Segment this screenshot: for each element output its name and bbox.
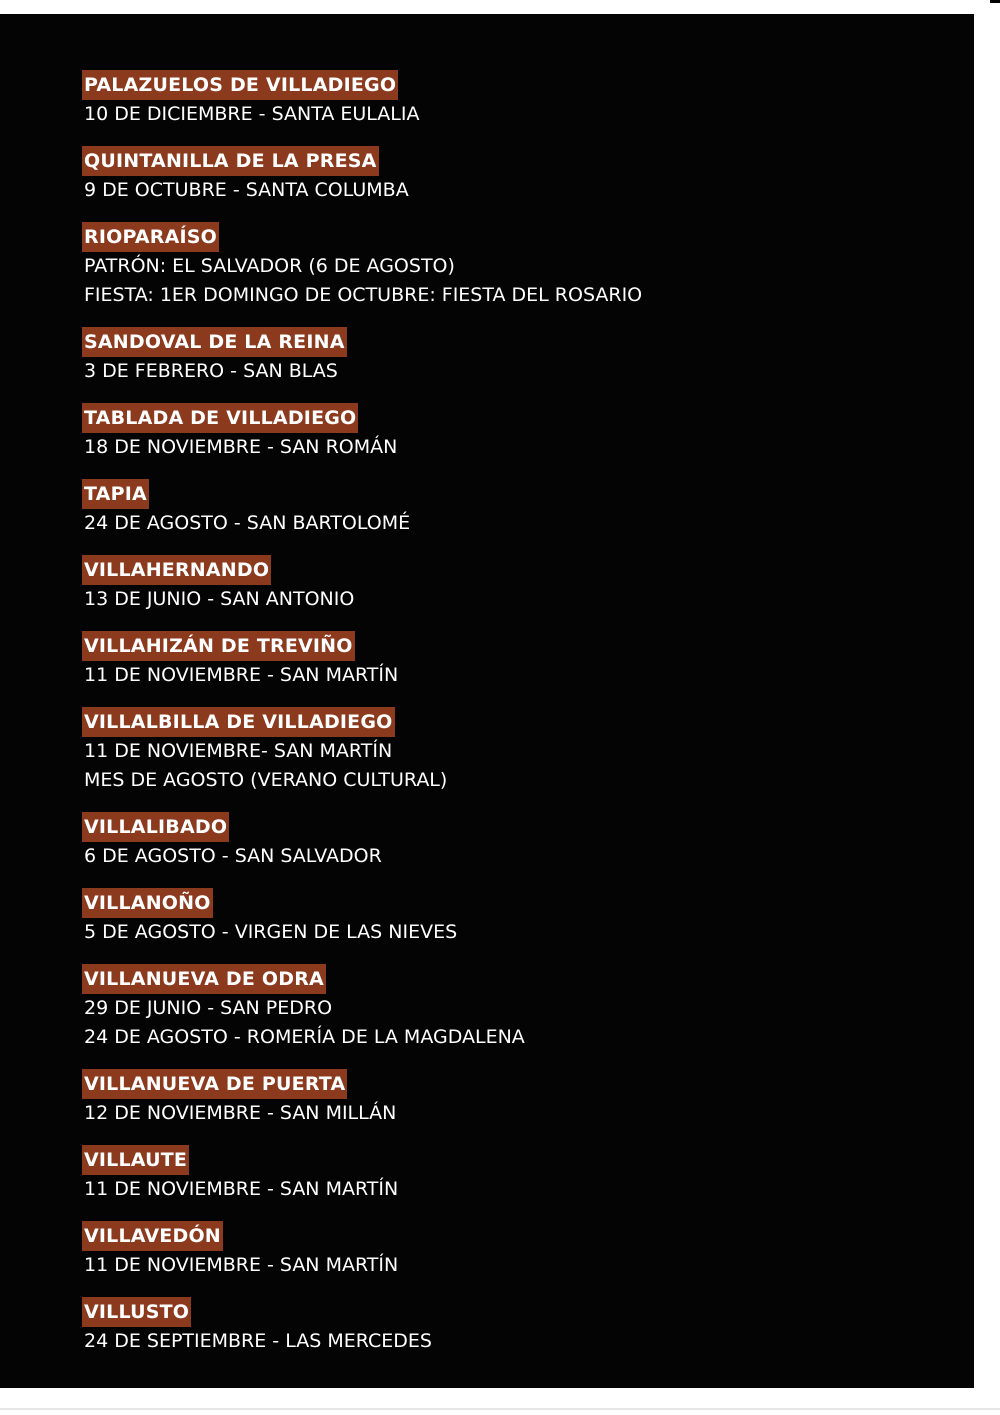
list-item <box>82 327 942 386</box>
festivity-line: FIESTA: 1ER DOMINGO DE OCTUBRE: FIESTA DEL ROSARIO <box>84 284 643 306</box>
list-item <box>82 1145 942 1204</box>
list-item <box>82 1297 942 1356</box>
scan-bottom-edge <box>0 1408 1000 1410</box>
document-page <box>0 14 974 1388</box>
village-name: VILLALBILLA DE VILLADIEGO <box>82 707 395 737</box>
festivity-line: 11 DE NOVIEMBRE - SAN MARTÍN <box>84 664 399 686</box>
list-item <box>82 70 942 129</box>
festivity-line: 11 DE NOVIEMBRE - SAN MARTÍN <box>84 1178 399 1200</box>
festivity-line: 6 DE AGOSTO - SAN SALVADOR <box>84 845 382 867</box>
village-name: PALAZUELOS DE VILLADIEGO <box>82 70 398 100</box>
festivity-line: 11 DE NOVIEMBRE - SAN MARTÍN <box>84 1254 399 1276</box>
list-item <box>82 812 942 871</box>
list-item <box>82 479 942 538</box>
festivity-line: 24 DE AGOSTO - SAN BARTOLOMÉ <box>84 512 411 534</box>
list-item <box>82 1221 942 1280</box>
village-name: QUINTANILLA DE LA PRESA <box>82 146 379 176</box>
list-item <box>82 964 942 1052</box>
scan-edge-mark <box>990 0 1000 3</box>
festivity-line: 11 DE NOVIEMBRE- SAN MARTÍN <box>84 740 393 762</box>
list-item <box>82 146 942 205</box>
list-item <box>82 707 942 795</box>
list-item <box>82 888 942 947</box>
village-name: VILLAHERNANDO <box>82 555 271 585</box>
festivity-line: 29 DE JUNIO - SAN PEDRO <box>84 997 333 1019</box>
festivity-line: 3 DE FEBRERO - SAN BLAS <box>84 360 338 382</box>
festivity-line: 13 DE JUNIO - SAN ANTONIO <box>84 588 355 610</box>
village-name: VILLAVEDÓN <box>82 1221 223 1251</box>
festivity-line: PATRÓN: EL SALVADOR (6 DE AGOSTO) <box>84 255 455 277</box>
village-name: VILLUSTO <box>82 1297 191 1327</box>
festivity-line: 10 DE DICIEMBRE - SANTA EULALIA <box>84 103 420 125</box>
list-item <box>82 222 942 310</box>
festivity-line: 24 DE SEPTIEMBRE - LAS MERCEDES <box>84 1330 432 1352</box>
village-name: VILLANUEVA DE ODRA <box>82 964 326 994</box>
village-name: VILLAUTE <box>82 1145 189 1175</box>
village-name: RIOPARAÍSO <box>82 222 219 252</box>
festivity-line: MES DE AGOSTO (VERANO CULTURAL) <box>84 769 448 791</box>
festivity-line: 9 DE OCTUBRE - SANTA COLUMBA <box>84 179 409 201</box>
festivity-line: 18 DE NOVIEMBRE - SAN ROMÁN <box>84 436 398 458</box>
list-item <box>82 403 942 462</box>
village-name: TABLADA DE VILLADIEGO <box>82 403 358 433</box>
village-name: TAPIA <box>82 479 149 509</box>
village-name: VILLANUEVA DE PUERTA <box>82 1069 347 1099</box>
village-name: SANDOVAL DE LA REINA <box>82 327 347 357</box>
festivity-line: 12 DE NOVIEMBRE - SAN MILLÁN <box>84 1102 397 1124</box>
festivity-line: 24 DE AGOSTO - ROMERÍA DE LA MAGDALENA <box>84 1026 525 1048</box>
list-item <box>82 631 942 690</box>
village-name: VILLANOÑO <box>82 888 213 918</box>
village-name: VILLAHIZÁN DE TREVIÑO <box>82 631 355 661</box>
village-name: VILLALIBADO <box>82 812 229 842</box>
festivities-list <box>82 70 942 1373</box>
festivity-line: 5 DE AGOSTO - VIRGEN DE LAS NIEVES <box>84 921 458 943</box>
list-item <box>82 1069 942 1128</box>
list-item <box>82 555 942 614</box>
